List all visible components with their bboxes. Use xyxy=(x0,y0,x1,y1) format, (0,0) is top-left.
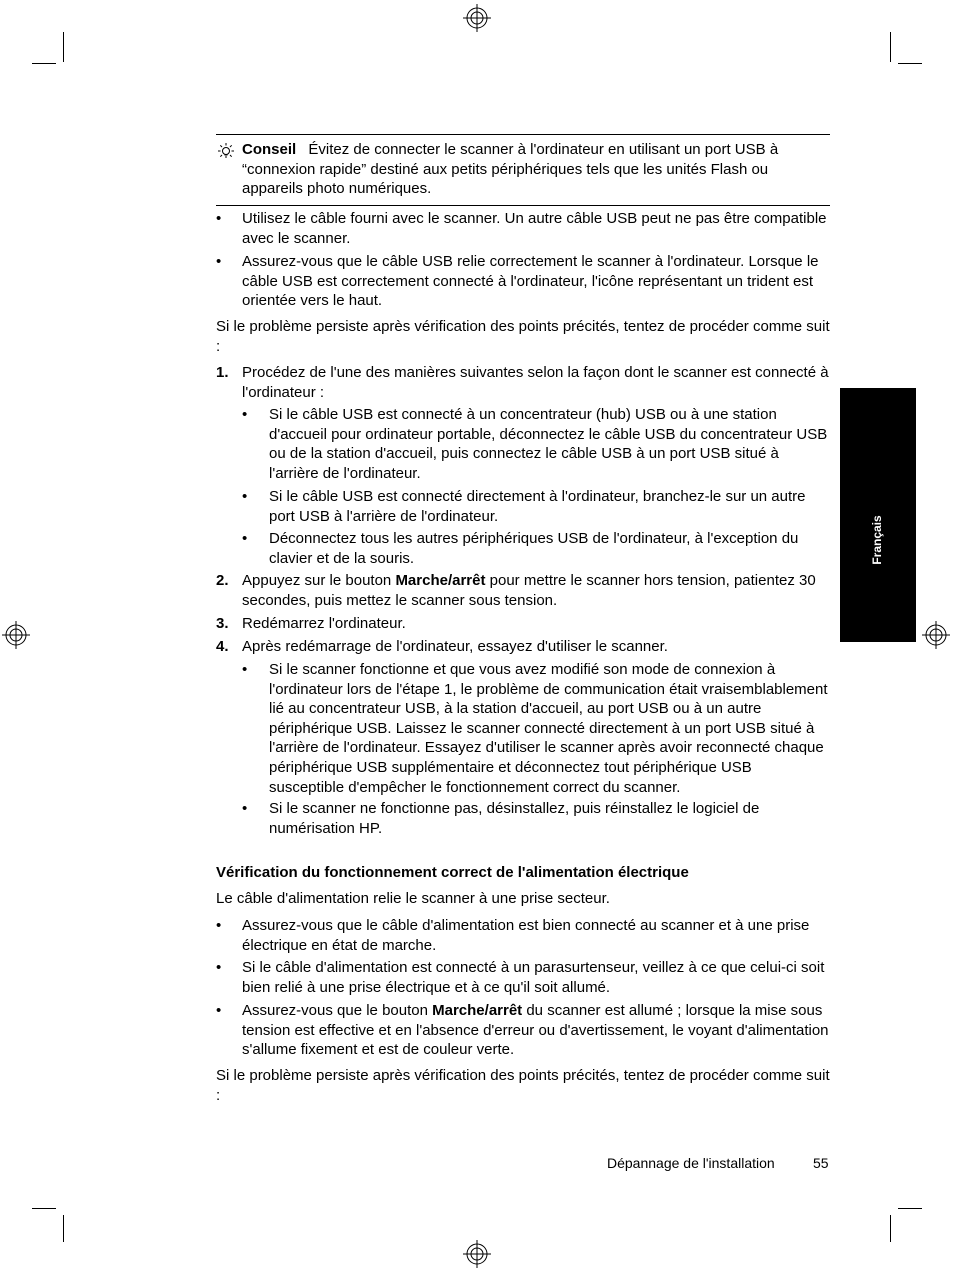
step-item xyxy=(216,614,830,634)
bullet-marker: • xyxy=(242,530,248,547)
list-item xyxy=(242,405,830,483)
page-number: 55 xyxy=(813,1155,829,1171)
list-item xyxy=(216,1001,830,1060)
crop-mark xyxy=(898,1208,922,1209)
bullet-marker: • xyxy=(242,661,248,678)
step-number: 2. xyxy=(216,572,229,589)
step-text: Après redémarrage de l'ordinateur, essayez d'utiliser le scanner. xyxy=(242,638,668,655)
bullet-marker: • xyxy=(216,210,222,227)
crop-mark xyxy=(898,63,922,64)
registration-mark-icon xyxy=(463,4,491,32)
bullet-text-part: Assurez-vous que le bouton xyxy=(242,1002,433,1019)
crop-mark xyxy=(63,32,64,62)
bullet-text: Déconnectez tous les autres périphériques USB de l'ordinateur, à l'exception du clavier et de la souris. xyxy=(269,530,799,567)
step-text-part: pour mettre le scanner hors tension, patientez 30 secondes, puis mettez le scanner sous tension. xyxy=(242,572,816,609)
list-item xyxy=(242,529,830,568)
crop-mark xyxy=(32,1208,56,1209)
list-item xyxy=(216,916,830,955)
step-number: 1. xyxy=(216,364,229,381)
registration-mark-icon xyxy=(463,1240,491,1268)
step-number: 4. xyxy=(216,638,229,655)
paragraph: Le câble d'alimentation relie le scanner à une prise secteur. xyxy=(216,890,610,907)
bullet-marker: • xyxy=(242,800,248,817)
list-item xyxy=(216,958,830,997)
step-text xyxy=(242,571,830,610)
tip-box xyxy=(216,134,830,206)
tip-text xyxy=(242,140,828,199)
bullet-marker: • xyxy=(216,253,222,270)
power-button-label: Marche/arrêt xyxy=(395,572,486,589)
crop-mark xyxy=(32,63,56,64)
tip-body: Évitez de connecter le scanner à l'ordinateur en utilisant un port USB à “connexion rapide” destiné aux petits périphériques tels que les unités Flash ou appareils photo numériques. xyxy=(242,141,779,198)
bullet-marker: • xyxy=(216,917,222,934)
bullet-text: Assurez-vous que le câble d'alimentation est bien connecté au scanner et à une prise électrique en état de marche. xyxy=(242,917,810,954)
bullet-text: Si le câble d'alimentation est connecté à un parasurtenseur, veillez à ce que celui-ci soit bien relié à une prise électrique et à ce qu'il soit allumé. xyxy=(242,959,825,996)
bullet-text: Si le scanner ne fonctionne pas, désinstallez, puis réinstallez le logiciel de numérisation HP. xyxy=(269,800,760,837)
language-tab xyxy=(840,388,916,642)
lightbulb-icon xyxy=(216,142,236,162)
step-text: Procédez de l'une des manières suivantes selon la façon dont le scanner est connecté à l'ordinateur : xyxy=(242,364,829,401)
crop-mark xyxy=(890,1215,891,1242)
step-text: Redémarrez l'ordinateur. xyxy=(242,615,406,632)
step-item xyxy=(216,363,830,402)
bullet-text: Assurez-vous que le câble USB relie correctement le scanner à l'ordinateur. Lorsque le câble USB est correctement connecté à l'ordinateur, l'icône représentant un trident est orientée vers le haut. xyxy=(242,253,819,310)
registration-mark-icon xyxy=(2,621,30,649)
bullet-text: Si le câble USB est connecté à un concentrateur (hub) USB ou à une station d'accueil pour ordinateur portable, déconnectez le câble USB du concentrateur USB ou de la station d'accueil, puis connectez le câble USB à un port USB situé à l'arrière de l'ordinateur. xyxy=(269,406,828,482)
step-item xyxy=(216,637,830,657)
bullet-marker: • xyxy=(242,406,248,423)
crop-mark xyxy=(63,1215,64,1242)
bullet-marker: • xyxy=(242,488,248,505)
bullet-text: Utilisez le câble fourni avec le scanner. Un autre câble USB peut ne pas être compatible avec le scanner. xyxy=(242,210,827,247)
language-tab-label: Français xyxy=(870,515,885,566)
registration-mark-icon xyxy=(922,621,950,649)
list-item xyxy=(242,660,830,797)
bullet-text xyxy=(242,1001,830,1060)
list-item xyxy=(216,209,830,248)
bullet-marker: • xyxy=(216,959,222,976)
bullet-marker: • xyxy=(216,1002,222,1019)
bullet-text-part: du scanner est allumé ; lorsque la mise sous tension est effective et en l'absence d'erreur ou d'avertissement, le voyant d'alimentation s'allume fixement et est de couleur verte. xyxy=(242,1002,829,1059)
list-item xyxy=(242,487,830,526)
list-item xyxy=(216,252,830,311)
bullet-text: Si le câble USB est connecté directement à l'ordinateur, branchez-le sur un autre port USB à l'arrière de l'ordinateur. xyxy=(269,488,806,525)
bullet-text: Si le scanner fonctionne et que vous avez modifié son mode de connexion à l'ordinateur lors de l'étape 1, le problème de communication était vraisemblablement lié au concentrateur USB, à la station d'accueil, au port USB ou à un autre périphérique USB. Laissez le scanner connecté directement à un port USB situé à l'arrière de l'ordinateur. Essayez d'utiliser le scanner après avoir reconnecté chaque périphérique USB supplémentaire et déconnectez tout périphérique USB susceptible d'empêcher le fonctionnement correct du scanner. xyxy=(269,661,828,796)
section-heading: Vérification du fonctionnement correct de l'alimentation électrique xyxy=(216,864,689,881)
step-item xyxy=(216,571,830,610)
step-number: 3. xyxy=(216,615,229,632)
footer-title: Dépannage de l'installation xyxy=(607,1155,775,1171)
paragraph: Si le problème persiste après vérification des points précités, tentez de procéder comme suit : xyxy=(216,1067,830,1104)
tip-label: Conseil xyxy=(242,141,297,158)
crop-mark xyxy=(890,32,891,62)
paragraph: Si le problème persiste après vérification des points précités, tentez de procéder comme suit : xyxy=(216,318,830,355)
power-button-label: Marche/arrêt xyxy=(432,1002,523,1019)
step-text-part: Appuyez sur le bouton xyxy=(242,572,396,589)
list-item xyxy=(242,799,830,838)
